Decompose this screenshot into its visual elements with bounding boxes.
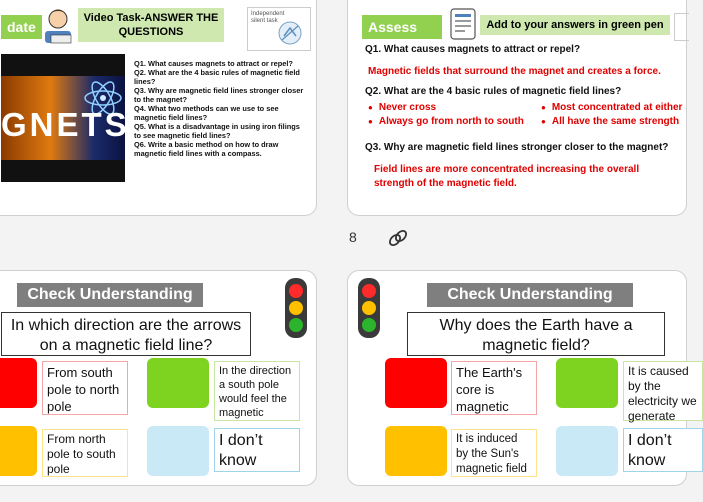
- question-3: Q3. Why are magnetic field lines stronger closer to the magnet?: [365, 142, 669, 153]
- blue-answer-square[interactable]: [147, 426, 209, 476]
- video-title: GNETS: [1, 106, 130, 143]
- slide-thumbnail-check-understanding-2[interactable]: [347, 270, 697, 486]
- link-icon[interactable]: [386, 226, 410, 250]
- green-answer-square[interactable]: [556, 358, 618, 408]
- slide-thumbnail-check-understanding-1[interactable]: [0, 270, 317, 486]
- option-yellow[interactable]: From north pole to south pole: [42, 429, 128, 477]
- instruction-banner: Add to your answers in green pen: [480, 15, 670, 35]
- yellow-answer-square[interactable]: [385, 426, 447, 476]
- silent-task-icon: [276, 20, 304, 46]
- traffic-light-icon: [358, 278, 380, 338]
- question-4: Q4. What two methods can we use to see magnetic field lines?: [134, 104, 279, 122]
- option-green[interactable]: In the direction a south pole would feel the magnetic: [214, 361, 300, 421]
- rule-4: ● All have the same strength: [541, 116, 679, 127]
- option-green[interactable]: It is caused by the electricity we generate: [623, 361, 703, 421]
- slide-heading: Check Understanding: [427, 283, 633, 307]
- traffic-light-icon: [285, 278, 307, 338]
- question-6: Q6. Write a basic method on how to draw magnetic field lines with a compass.: [134, 140, 279, 158]
- rule-1: ● Never cross: [368, 102, 436, 113]
- slide-edge-box: [674, 13, 689, 41]
- green-answer-square[interactable]: [147, 358, 209, 408]
- question-list: [134, 59, 306, 158]
- option-yellow[interactable]: It is induced by the Sun's magnetic field: [451, 429, 537, 477]
- question-box: Why does the Earth have a magnetic field?: [407, 312, 665, 356]
- blue-answer-square[interactable]: [556, 426, 618, 476]
- independent-task-box: [247, 7, 311, 51]
- slide-thumbnail-assess[interactable]: [347, 0, 687, 216]
- answer-1: Magnetic fields that surround the magnet and creates a force.: [368, 66, 661, 77]
- option-red[interactable]: The Earth's core is magnetic: [451, 361, 537, 415]
- video-thumbnail[interactable]: [1, 54, 130, 182]
- option-blue[interactable]: I don’t know: [214, 428, 300, 472]
- red-answer-square[interactable]: [385, 358, 447, 408]
- cartoon-student-icon: [37, 5, 79, 47]
- page-number: 8: [349, 229, 357, 245]
- slide-tag: Assess: [362, 15, 442, 39]
- slide-tag: date: [1, 15, 42, 39]
- question-5: Q5. What is a disadvantage in using iron filings to see magnetic field lines?: [134, 122, 300, 140]
- rule-2: ● Most concentrated at either: [541, 102, 682, 113]
- rule-3: ● Always go from north to south: [368, 116, 524, 127]
- question-1: Q1. What causes magnets to attract or repel?: [365, 44, 581, 55]
- question-box: In which direction are the arrows on a magnetic field line?: [1, 312, 251, 356]
- yellow-answer-square[interactable]: [0, 426, 37, 476]
- slide-heading: Check Understanding: [17, 283, 203, 307]
- slide-title: Video Task-ANSWER THE QUESTIONS: [78, 8, 224, 42]
- answer-3: Field lines are more concentrated increasing the overall strength of the magnetic field.: [374, 164, 640, 189]
- question-2: Q2. What are the 4 basic rules of magnetic field lines?: [365, 86, 622, 97]
- slide-thumbnail-video-task[interactable]: [0, 0, 317, 216]
- independent-task-label: Independent silent task: [251, 11, 285, 24]
- red-answer-square[interactable]: [0, 358, 37, 408]
- worksheet-icon: [449, 7, 479, 41]
- option-red[interactable]: From south pole to north pole: [42, 361, 128, 415]
- question-1: Q1. What causes magnets to attract or repel?: [134, 59, 293, 68]
- question-2: Q2. What are the 4 basic rules of magnetic field lines?: [134, 68, 300, 86]
- option-blue[interactable]: I don’t know: [623, 428, 703, 472]
- question-3: Q3. Why are magnetic field lines stronger closer to the magnet?: [134, 86, 304, 104]
